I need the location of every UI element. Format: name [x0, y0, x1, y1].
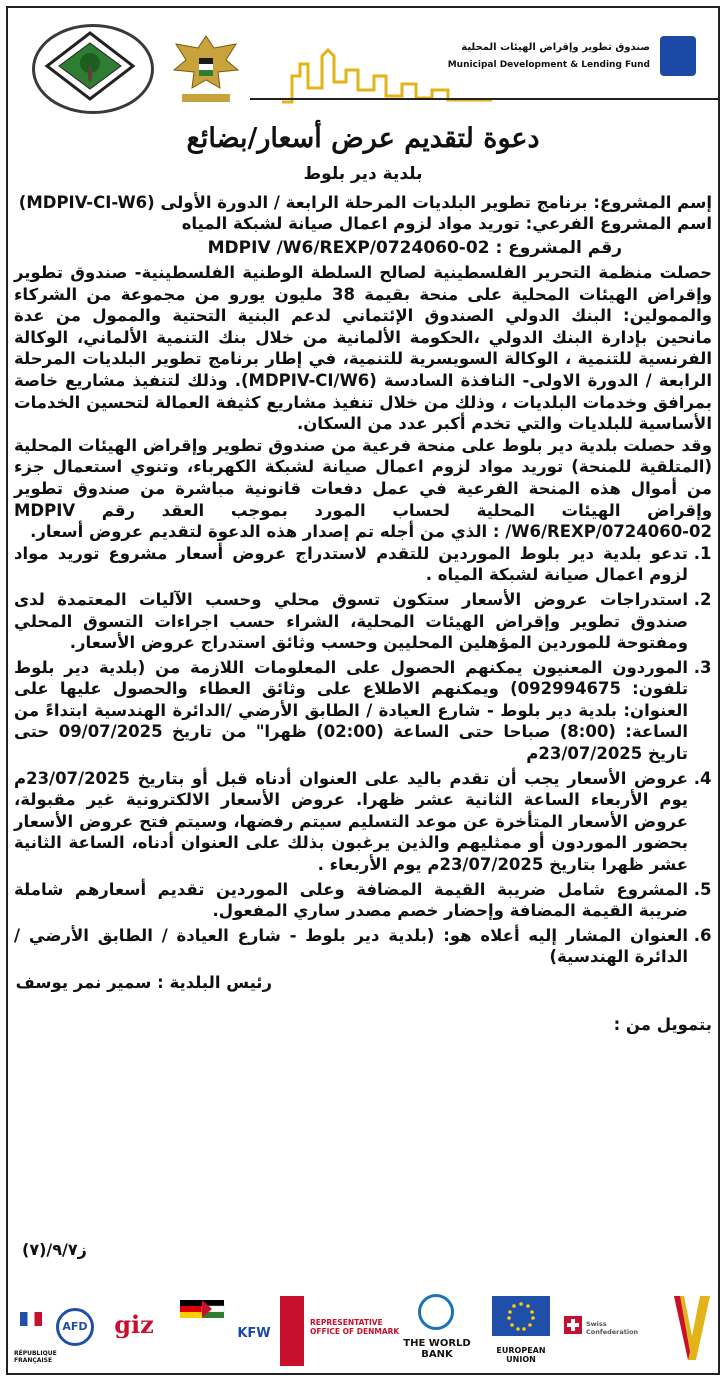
publication-reference: ز٩/٧/(٧): [22, 1240, 87, 1259]
france-flag-icon: [20, 1312, 42, 1326]
german-palestinian-flags-icon: [174, 1290, 230, 1350]
world-bank-logo: THE WORLD BANK: [388, 1290, 486, 1368]
funded-by-label: بتمويل من :: [613, 1015, 712, 1034]
swiss-cross-icon: [564, 1316, 582, 1334]
mayor-signature: رئيس البلدية : سمير نمر يوسف: [15, 973, 272, 992]
list-item: 6. العنوان المشار إليه أعلاه هو: (بلدية دير بلوط - شارع العيادة / الطابق الأرضي / الدائرة الهندسية): [14, 925, 688, 968]
france-logo: RÉPUBLIQUE FRANÇAISE: [14, 1290, 48, 1368]
subproject-name: اسم المشروع الفرعي: توريد مواد لزوم اعمال صيانة لشبكة المياه: [181, 214, 712, 233]
list-item: 3. الموردون المعنيون يمكنهم الحصول على المعلومات اللازمة من (بلدية دير بلوط تلفون: 092994675) ويمكنهم الاطلاع على وثائق العطاء والحصول عليها على العنوان: بلدية دير بلوط - شارع العيادة / الطابق الأرضي /الدائرة الهندسية ابتداءً من الساعة: (8:00) صباحا حتى الساعة (02:00) ظهرا" من تاريخ 09/07/2025 حتى تاريخ 23/07/2025م: [14, 657, 688, 765]
mdlf-logo-icon: [660, 36, 696, 76]
list-item: 5. المشروع شامل ضريبة القيمة المضافة وعلى الموردين تقديم أسعارهم شاملة ضريبة القيمة المضافة وإحضار خصم مصدر ساري المفعول.: [14, 879, 688, 922]
list-item: 1. تدعو بلدية دير بلوط الموردين للتقدم لاستدراج عروض أسعار مشروع توريد مواد لزوم اعمال صيانة لشبكة المياه .: [14, 543, 688, 586]
project-number: رقم المشروع : MDPIV /W6/REXP/0724060-02: [207, 238, 622, 258]
partner-v-mark-icon: [670, 1290, 714, 1368]
list-item: 4. عروض الأسعار يجب أن تقدم باليد على العنوان أدناه قبل أو بتاريخ 23/07/2025م يوم الأربعاء الساعة الثانية عشر ظهرا. عروض الأسعار الالكترونية غير مقبولة، عروض الأسعار المتأخرة عن موعد التسليم سيتم رفضها، وسيتم فتح عروض الأسعار بحضور الموردون أو ممثليهم والذين يرغبون بذلك على العنوان أدناه، الساعة الثانية عشر ظهرا بتاريخ 23/07/2025م يوم الأربعاء .: [14, 768, 688, 876]
project-name: إسم المشروع: برنامج تطوير البلديات المرحلة الرابعة / الدورة الأولى (MDPIV-CI-W6): [18, 193, 712, 212]
mdlf-name-arabic: صندوق تطوير وإقراض الهيئات المحلية: [461, 42, 650, 53]
eu-logo: EUROPEAN UNION: [488, 1290, 554, 1368]
paragraph-subgrant: وقد حصلت بلدية دير بلوط على منحة فرعية من صندوق تطوير وإقراض الهيئات المحلية (المتلقية للمنحة) توريد مواد لزوم اعمال صيانة لشبكة الكهرباء، وتنوي استعمال جزء من أموال هذه المنحة الفرعية في عمل دفعات قانونية مباشرة من صندوق تطوير وإقراض الهيئات المحلية لحساب المورد بموجب العقد رقم MDPIV /W6/REXP/0724060-02 : الذي من أجله تم إصدار هذه الدعوة لتقديم عروض أسعار.: [14, 435, 712, 542]
header-divider: [250, 98, 720, 100]
belgian-partner-logo: [670, 1290, 714, 1368]
germany-palestine-flag-logo: [174, 1290, 230, 1368]
palestine-eagle-emblem-icon: [168, 30, 244, 110]
municipality-name: بلدية دير بلوط: [303, 164, 423, 184]
swiss-logo: Swiss Confederation: [560, 1290, 656, 1368]
document-content: [14, 118, 712, 1037]
funders-logo-strip: [10, 1286, 718, 1372]
mdlf-name-english: Municipal Development & Lending Fund: [447, 60, 650, 70]
world-bank-globe-icon: [418, 1294, 454, 1330]
municipality-seal-icon: [32, 24, 154, 114]
mdlf-logo: [447, 32, 702, 96]
kfw-logo: KFW: [237, 1326, 271, 1341]
paragraph-intro: حصلت منظمة التحرير الفلسطينية لصالح السلطة الوطنية الفلسطينية- صندوق تطوير وإقراض الهيئات المحلية على منحة بقيمة 38 مليون يورو من مجموعة من الشركاء والممولين: البنك الدولي الصندوق الإئتماني لدعم البنية التحتية والممول من عدة مانحين بإدارة البنك الدولي ،الحكومة الألمانية من خلال بنك التنمية الألماني، الوكالة الفرنسية للتنمية ، الوكالة السويسرية للتنمية، في إطار برنامج تطوير البلديات المرحلة الرابعة / الدورة الاولى- النافذة السادسة (MDPIV-CI/W6). وذلك لتنفيذ مشاريع خاصة بمرافق وخدمات البلديات ، وذلك من خلال تنفيذ مشاريع كثيفة العمالة لتحسين الخدمات الأساسية للبلديات والتي تخدم أكبر عدد من السكان.: [14, 263, 712, 434]
conditions-list: [14, 543, 712, 968]
denmark-office-logo: REPRESENTATIVE OFFICE OF DENMARK: [278, 1290, 402, 1368]
city-skyline-icon: [282, 46, 492, 106]
giz-logo: giz: [114, 1310, 154, 1339]
page-title: دعوة لتقديم عرض أسعار/بضائع: [186, 123, 540, 154]
list-item: 2. استدراجات عروض الأسعار ستكون تسوق محلي وحسب الآليات المعتمدة لدى صندوق تطوير وإقراض الهيئات المحلية، الشراء حسب اجراءات التسوق المحلي ومفتوحة للموردين المؤهلين المحليين وحسب وثائق استدراج عروض الأسعار.: [14, 589, 688, 654]
afd-logo: AFD: [52, 1290, 98, 1368]
eu-flag-icon: [492, 1296, 550, 1336]
denmark-crest-icon: [280, 1296, 304, 1366]
header: [10, 10, 718, 112]
